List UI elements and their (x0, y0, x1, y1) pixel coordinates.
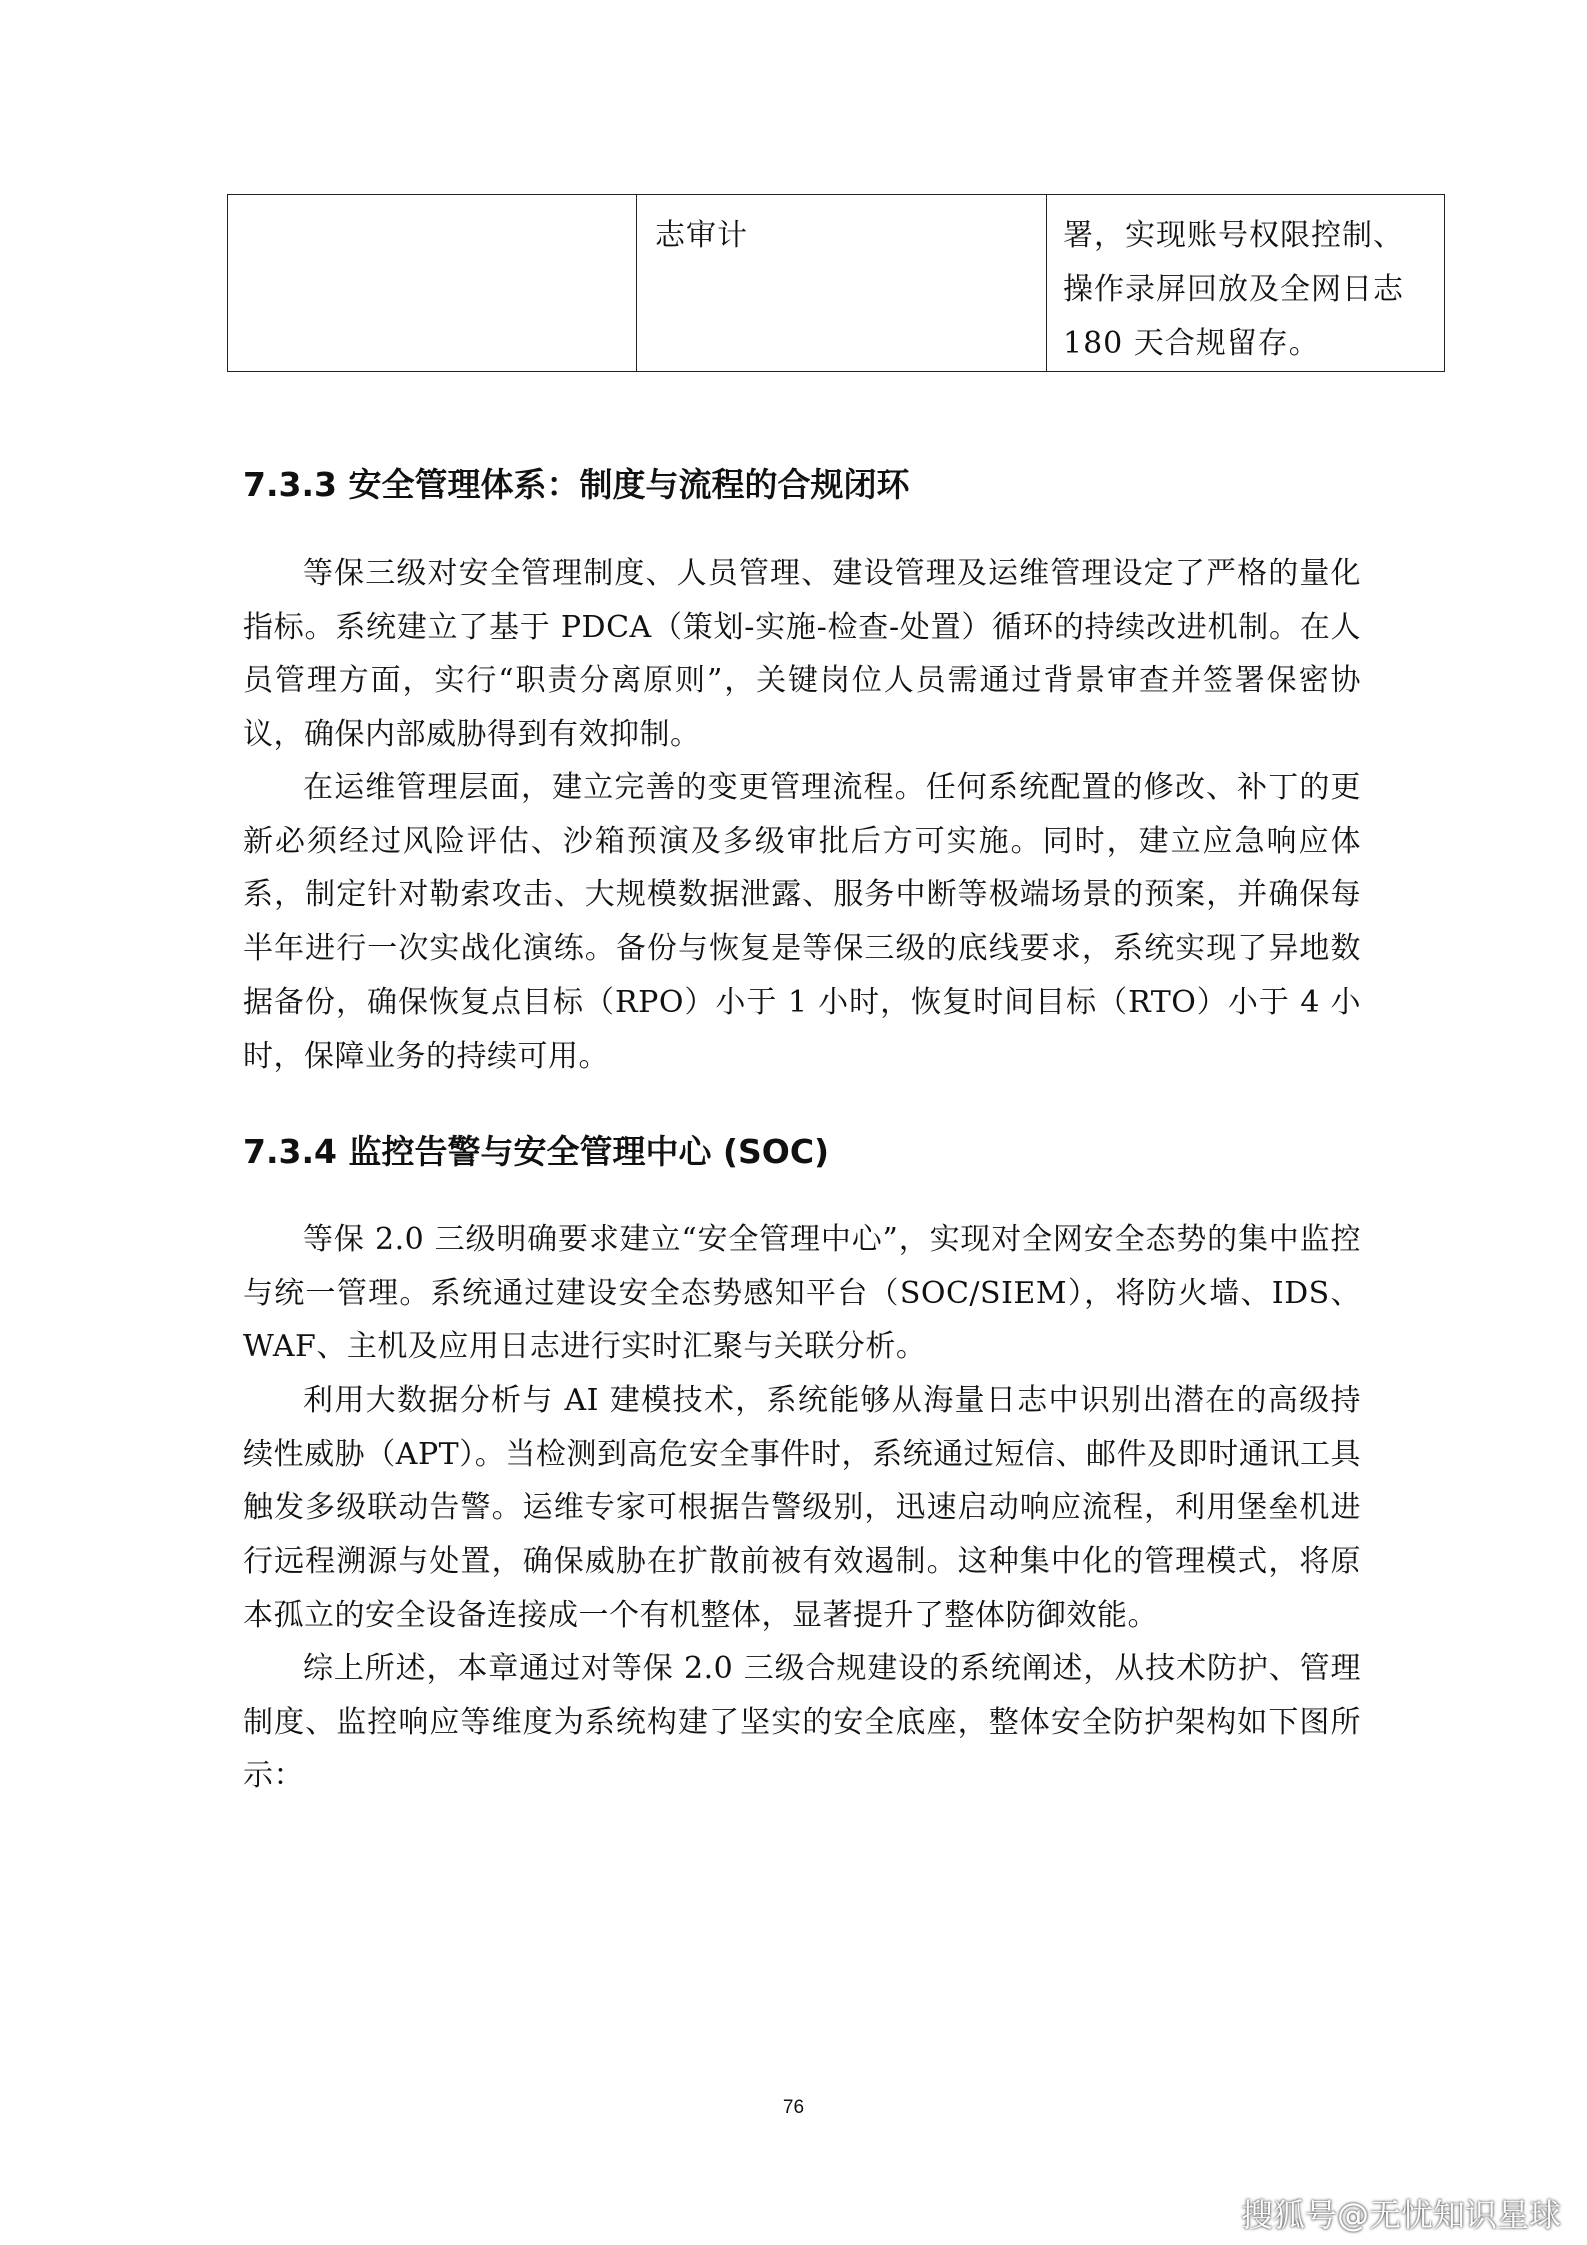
table-cell: 署，实现账号权限控制、操作录屏回放及全网日志 180 天合规留存。 (1047, 195, 1445, 372)
paragraph: 等保 2.0 三级明确要求建立“安全管理中心”，实现对全网安全态势的集中监控与统一管理。系统通过建设安全态势感知平台（SOC/SIEM），将防火墙、IDS、WAF、主机及应用日志进行实时汇聚与关联分析。 (243, 1222, 1361, 1365)
table-fragment (227, 194, 1445, 372)
section-heading-7-3-4: 7.3.4 监控告警与安全管理中心 (SOC) (243, 1132, 830, 1171)
paragraph: 综上所述，本章通过对等保 2.0 三级合规建设的系统阐述，从技术防护、管理制度、监控响应等维度为系统构建了坚实的安全底座，整体安全防护架构如下图所示： (243, 1651, 1361, 1794)
table-cell: 志审计 (637, 195, 1047, 372)
section-heading-7-3-3: 7.3.3 安全管理体系：制度与流程的合规闭环 (243, 465, 910, 504)
page-number: 76 (782, 2097, 805, 2118)
watermark: 搜狐号@无忧知识星球 (1240, 2196, 1561, 2234)
paragraph: 等保三级对安全管理制度、人员管理、建设管理及运维管理设定了严格的量化指标。系统建立了基于 PDCA（策划-实施-检查-处置）循环的持续改进机制。在人员管理方面，实行“职责分离原则”，关键岗位人员需通过背景审查并签署保密协议，确保内部威胁得到有效抑制。 (243, 556, 1361, 753)
table-cell (228, 195, 637, 372)
table-row (228, 195, 1445, 372)
paragraph: 在运维管理层面，建立完善的变更管理流程。任何系统配置的修改、补丁的更新必须经过风险评估、沙箱预演及多级审批后方可实施。同时，建立应急响应体系，制定针对勒索攻击、大规模数据泄露、服务中断等极端场景的预案，并确保每半年进行一次实战化演练。备份与恢复是等保三级的底线要求，系统实现了异地数据备份，确保恢复点目标（RPO）小于 1 小时，恢复时间目标（RTO）小于 4 小时，保障业务的持续可用。 (243, 770, 1361, 1074)
paragraph: 利用大数据分析与 AI 建模技术，系统能够从海量日志中识别出潜在的高级持续性威胁（APT）。当检测到高危安全事件时，系统通过短信、邮件及即时通讯工具触发多级联动告警。运维专家可根据告警级别，迅速启动响应流程，利用堡垒机进行远程溯源与处置，确保威胁在扩散前被有效遏制。这种集中化的管理模式，将原本孤立的安全设备连接成一个有机整体，显著提升了整体防御效能。 (243, 1383, 1361, 1633)
